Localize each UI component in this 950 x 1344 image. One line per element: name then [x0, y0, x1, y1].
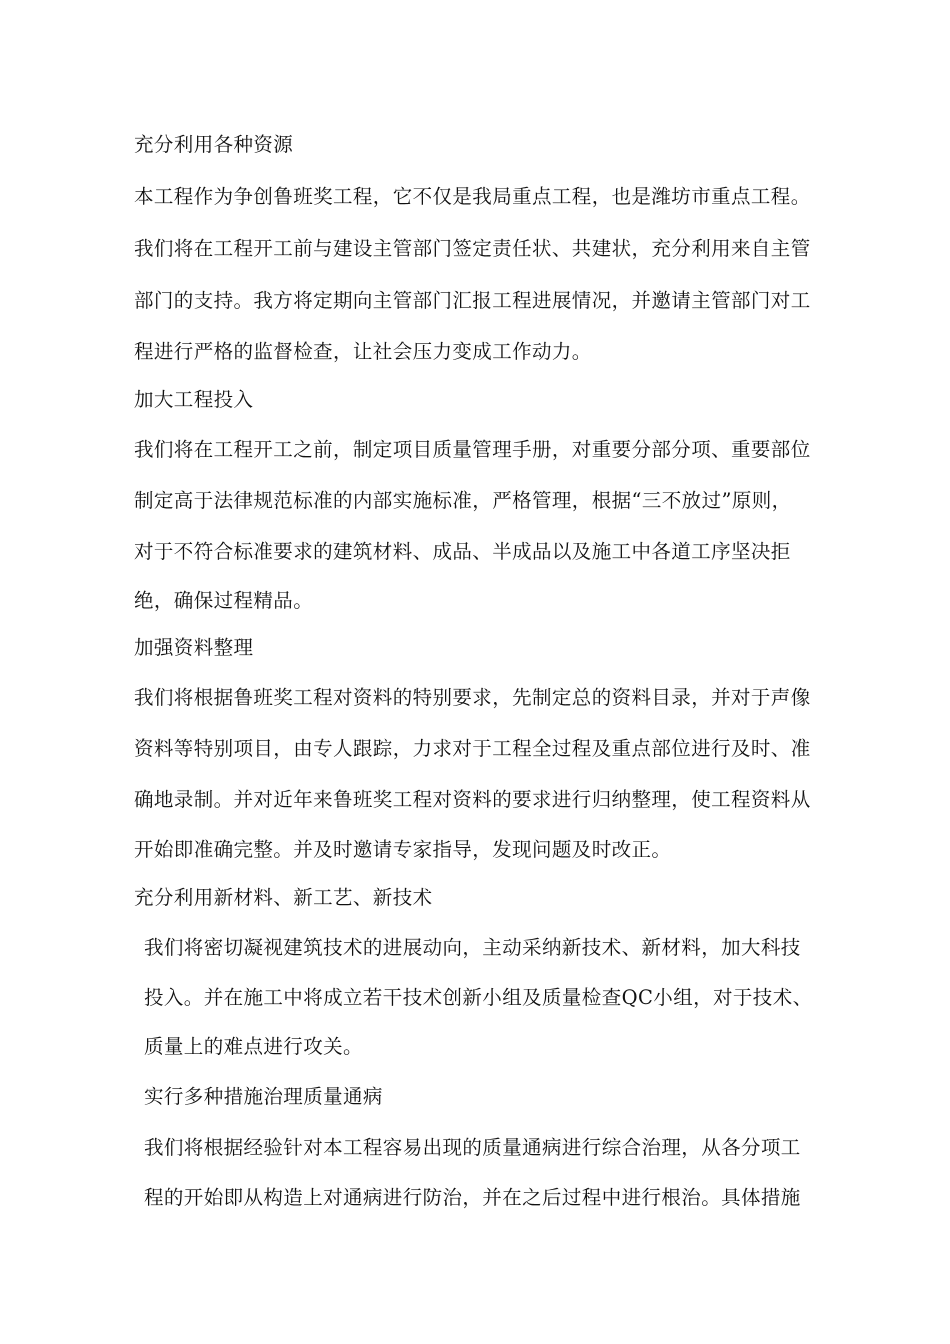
paragraph-line: 我们将在工程开工之前，制定项目质量管理手册，对重要分部分项、重要部位 — [134, 438, 811, 461]
paragraph-line: 我们将根据鲁班奖工程对资料的特别要求，先制定总的资料目录，并对于声像 — [134, 686, 811, 709]
section-heading: 充分利用新材料、新工艺、新技术 — [134, 886, 433, 909]
paragraph-line: 制定高于法律规范标准的内部实施标准，严格管理，根据“三不放过”原则， — [134, 489, 792, 512]
section-heading: 实行多种措施治理质量通病 — [144, 1085, 383, 1108]
paragraph-line: 开始即准确完整。并及时邀请专家指导，发现问题及时改正。 — [134, 838, 672, 861]
paragraph-line: 投入。并在施工中将成立若干技术创新小组及质量检查QC小组，对于技术、 — [144, 986, 813, 1009]
paragraph-line: 确地录制。并对近年来鲁班奖工程对资料的要求进行归纳整理，使工程资料从 — [134, 788, 811, 811]
section-heading: 充分利用各种资源 — [134, 133, 294, 156]
section-heading: 加大工程投入 — [134, 388, 254, 411]
section-heading: 加强资料整理 — [134, 636, 254, 659]
paragraph-line: 质量上的难点进行攻关。 — [144, 1035, 363, 1058]
paragraph-line: 程进行严格的监督检查，让社会压力变成工作动力。 — [134, 340, 592, 363]
paragraph-line: 资料等特别项目，由专人跟踪，力求对于工程全过程及重点部位进行及时、准 — [134, 737, 811, 760]
paragraph-line: 绝，确保过程精品。 — [134, 589, 314, 612]
paragraph-line: 部门的支持。我方将定期向主管部门汇报工程进展情况，并邀请主管部门对工 — [134, 289, 811, 312]
paragraph-line: 本工程作为争创鲁班奖工程，它不仅是我局重点工程，也是潍坊市重点工程。 — [134, 185, 811, 208]
paragraph-line: 我们将在工程开工前与建设主管部门签定责任状、共建状，充分利用来自主管 — [134, 237, 811, 260]
paragraph-line: 对于不符合标准要求的建筑材料、成品、半成品以及施工中各道工序坚决拒 — [134, 540, 791, 563]
paragraph-line: 程的开始即从构造上对通病进行防治，并在之后过程中进行根治。具体措施 — [144, 1186, 801, 1209]
paragraph-line: 我们将根据经验针对本工程容易出现的质量通病进行综合治理，从各分项工 — [144, 1136, 801, 1159]
paragraph-line: 我们将密切凝视建筑技术的进展动向，主动采纳新技术、新材料，加大科技 — [144, 936, 801, 959]
